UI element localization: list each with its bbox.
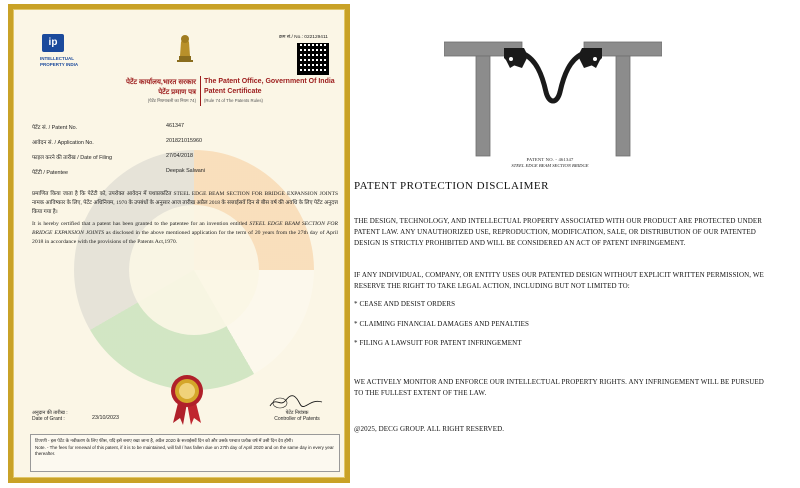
filing-date-label: फाइल करने की तारीख / Date of Filing [32,155,112,161]
office-name-hindi: पेटेंट कार्यालय,भारत सरकार [126,79,196,86]
date-of-grant-label: अनुदान की तारीख : Date of Grant : [32,410,68,422]
disclaimer-bullet-3: * FILING A LAWSUIT FOR PATENT INFRINGEMENT [354,339,522,347]
patentee-value: Deepak Salwani [166,168,205,174]
drawing-subtitle: STEEL EDGE BEAM SECTION BRIDGE [511,163,589,168]
drawing-patent-number: PATENT NO. - 461347 [526,157,574,162]
disclaimer-paragraph-2: IF ANY INDIVIDUAL, COMPANY, OR ENTITY USES OUR PATENTED DESIGN WITHOUT EXPLICIT WRITTEN PERMISSION, WE RESERVE THE RIGHT TO TAKE LEGAL ACTION, INCLUDING BUT NOT LIMITED TO: [354,271,764,290]
patent-no-label: पेटेंट सं. / Patent No. [32,125,78,131]
disclaimer-title: PATENT PROTECTION DISCLAIMER [354,180,549,192]
controller-signature-icon [266,394,326,410]
application-no-label: आवेदन सं. / Application No. [32,140,94,146]
certificate-body-hindi: प्रमाणित किया जाता है कि पेटेंटी को, उपरोक्त आवेदन में यथाप्रकटित STEEL EDGE BEAM SECTION FOR BRIDGE EXPANSION JOINTS नामक आविष्कार के लिए, पेटेंट अधिनियम, 1970 के उपबंधों के अनुसार आज तारीख अप्रैल 2018 के सत्ताईसवें दिन से बीस वर्ष की अवधि के लिए पेटेंट अनुदत्त किया गया है। [32,191,338,215]
filing-date-value: 27/04/2018 [166,153,193,159]
copyright-notice: @2025, DECG GROUP. ALL RIGHT RESERVED. [354,425,505,433]
national-emblem-icon [174,30,196,64]
office-name-english: The Patent Office, Government Of India [204,78,335,85]
rule-hindi: (पेटेंट नियमावली का नियम 74) [147,98,196,103]
renewal-note: टिप्पणी - इस पेटेंट के नवीकरण के लिए फीस, यदि इसे बनाए रखा जाना है, अप्रैल 2020 के सत्ताईसवें दिन को और उसके पश्चात प्रत्येक वर्ष में उसी दिन देय होगी। Note. - The fees for renewal of this patent, if it is to be maintained, will fall / has fallen due on 27th day of April 2020 and on the same day in every year thereafter. [30,434,340,472]
edge-beam-section-drawing [444,34,662,158]
disclaimer-paragraph-1: THE DESIGN, TECHNOLOGY, AND INTELLECTUAL PROPERTY ASSOCIATED WITH OUR PRODUCT ARE PROTECTED UNDER PATENT LAW. ANY UNAUTHORIZED USE, REPRODUCTION, MODIFICATION, SALE, OR DISTRIBUTION OF OUR PATENTED DESIGN IS STRICTLY PROHIBITED AND WILL BE CONSIDERED AN ACT OF PATENT INFRINGEMENT. [354,217,763,247]
ip-india-logo: ip [42,34,64,52]
application-no-value: 201821015960 [166,138,202,144]
qr-code [297,43,329,75]
seal-icon [169,373,205,425]
certificate-title-english: Patent Certificate [204,88,262,95]
certificate-paper [13,9,345,478]
disclaimer-bullet-1: * CEASE AND DESIST ORDERS [354,300,456,308]
certificate-body-english: It is hereby certified that a patent has been granted to the patentee for an invention entitled STEEL EDGE BEAM SECTION FOR BRIDGE EXPANSION JOINTS as disclosed in the above mentioned application for the term of 20 years from the 27th day of April 2018 in accordance with the provisions of the Patents Act,1970. [32,221,338,245]
disclaimer-paragraph-3: WE ACTIVELY MONITOR AND ENFORCE OUR INTELLECTUAL PROPERTY RIGHTS. ANY INFRINGEMENT WILL BE PURSUED TO THE FULLEST EXTENT OF THE LAW. [354,378,764,397]
patent-no-value: 461347 [166,123,184,129]
header-divider [200,76,201,106]
ip-india-logo-text: INTELLECTUAL PROPERTY INDIA [40,56,79,67]
certificate-number: क्रम सं./ No.: 022129411 [279,35,328,40]
date-of-grant-value: 23/10/2023 [92,415,119,421]
patentee-label: पेटेंटी / Patentee [32,170,68,176]
certificate-title-hindi: पेटेंट प्रमाण पत्र [158,89,196,96]
rule-english: (Rule 74 of The Patents Rules) [204,98,263,103]
controller-label: पेटेंट नियंत्रक Controller of Patents [274,410,320,422]
disclaimer-bullet-2: * CLAIMING FINANCIAL DAMAGES AND PENALTIES [354,320,529,328]
patent-certificate [8,4,350,483]
